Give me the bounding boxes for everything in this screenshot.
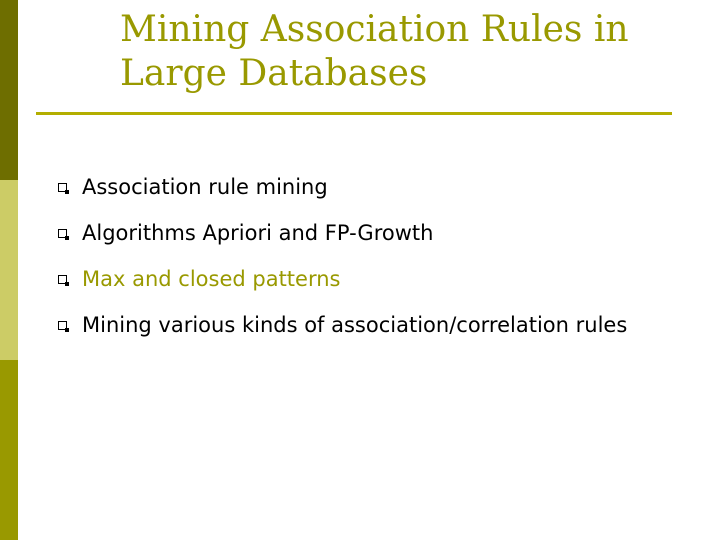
sidebar-band-bottom — [0, 360, 18, 540]
sidebar-band-top — [0, 0, 18, 180]
title-divider — [36, 112, 672, 115]
bullet-item — [58, 166, 698, 208]
square-bullet-icon — [58, 183, 67, 192]
square-bullet-icon — [58, 275, 67, 284]
bullet-text: Mining various kinds of association/correlation rules — [82, 313, 628, 337]
bullet-text: Max and closed patterns — [82, 267, 341, 291]
bullet-item — [58, 212, 698, 254]
bullet-list — [58, 166, 698, 350]
bullet-item-highlighted — [58, 258, 698, 300]
bullet-item — [58, 304, 698, 346]
bullet-text: Association rule mining — [82, 175, 328, 199]
slide-title: Mining Association Rules in Large Databases — [120, 9, 629, 94]
sidebar-band-middle — [0, 180, 18, 360]
square-bullet-icon — [58, 229, 67, 238]
square-bullet-icon — [58, 321, 67, 330]
bullet-text: Algorithms Apriori and FP-Growth — [82, 221, 434, 245]
